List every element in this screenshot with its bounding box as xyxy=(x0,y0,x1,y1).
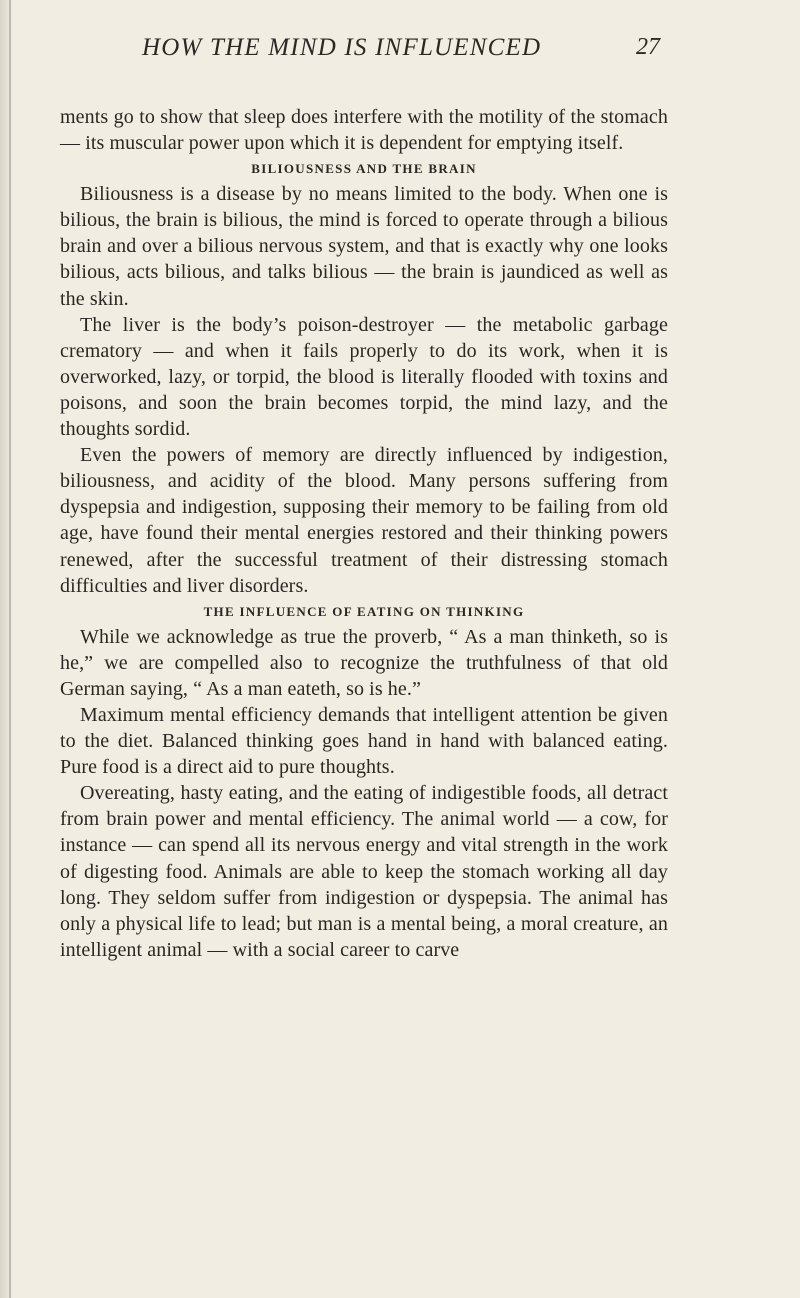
paragraph-overeating: Overeating, hasty eating, and the eating of indigestible foods, all detract from brain power and mental efficiency. The animal world — a cow, for instance — can spend all its nervous energy and vital strength in the work of digesting food. Animals are able to keep the stomach working all day long. They seldom suffer from indigestion or dyspepsia. The animal has only a physical life to lead; but man is a mental being, a moral creature, an intelligent animal — with a social career to carve xyxy=(60,782,668,961)
section-heading-eating-thinking: THE INFLUENCE OF EATING ON THINKING xyxy=(203,603,525,619)
page-number: 27 xyxy=(636,34,660,60)
running-title: HOW THE MIND IS INFLUENCED xyxy=(142,34,542,61)
gutter-line xyxy=(9,0,11,1298)
paragraph-proverb: While we acknowledge as true the proverb, “ As a man thinketh, so is he,” we are compelled also to recognize the truthfulness of that old German saying, “ As a man eateth, so is he.” xyxy=(60,625,668,700)
running-head xyxy=(60,20,668,60)
paragraph-liver: The liver is the body’s poison-destroyer — the metabolic garbage crematory — and when it fails properly to do its work, when it is overworked, lazy, or torpid, the blood is literally flooded with toxins and poisons, and soon the brain becomes torpid, the mind lazy, and the thoughts sordid. xyxy=(60,313,668,441)
book-page xyxy=(60,20,668,963)
paragraph-mental-efficiency: Maximum mental efficiency demands that intelligent attention be given to the diet. Balanced thinking goes hand in hand with balanced eating. Pure food is a direct aid to pure thoughts. xyxy=(60,703,668,779)
section-heading-biliousness: BILIOUSNESS AND THE BRAIN xyxy=(251,161,477,177)
paragraph-memory: Even the powers of memory are directly influenced by indigestion, biliousness, and acidity of the blood. Many persons suffering from dyspepsia and indigestion, supposing their memory to be failing from old age, have found their mental energies restored and their thinking powers renewed, after the successful treatment of their distressing stomach difficulties and liver disorders. xyxy=(60,444,668,597)
paragraph-continuation: ments go to show that sleep does interfere with the motility of the stomach — its muscular power upon which it is dependent for emptying itself. xyxy=(60,106,668,155)
paragraph-biliousness: Biliousness is a disease by no means limited to the body. When one is bilious, the brain is bilious, the mind is forced to operate through a bilious brain and over a bilious nervous system, and that is exactly why one looks bilious, acts bilious, and talks bilious — the brain is jaundiced as well as the skin. xyxy=(60,183,668,310)
page-gutter xyxy=(0,0,14,1298)
page-content xyxy=(60,104,668,963)
